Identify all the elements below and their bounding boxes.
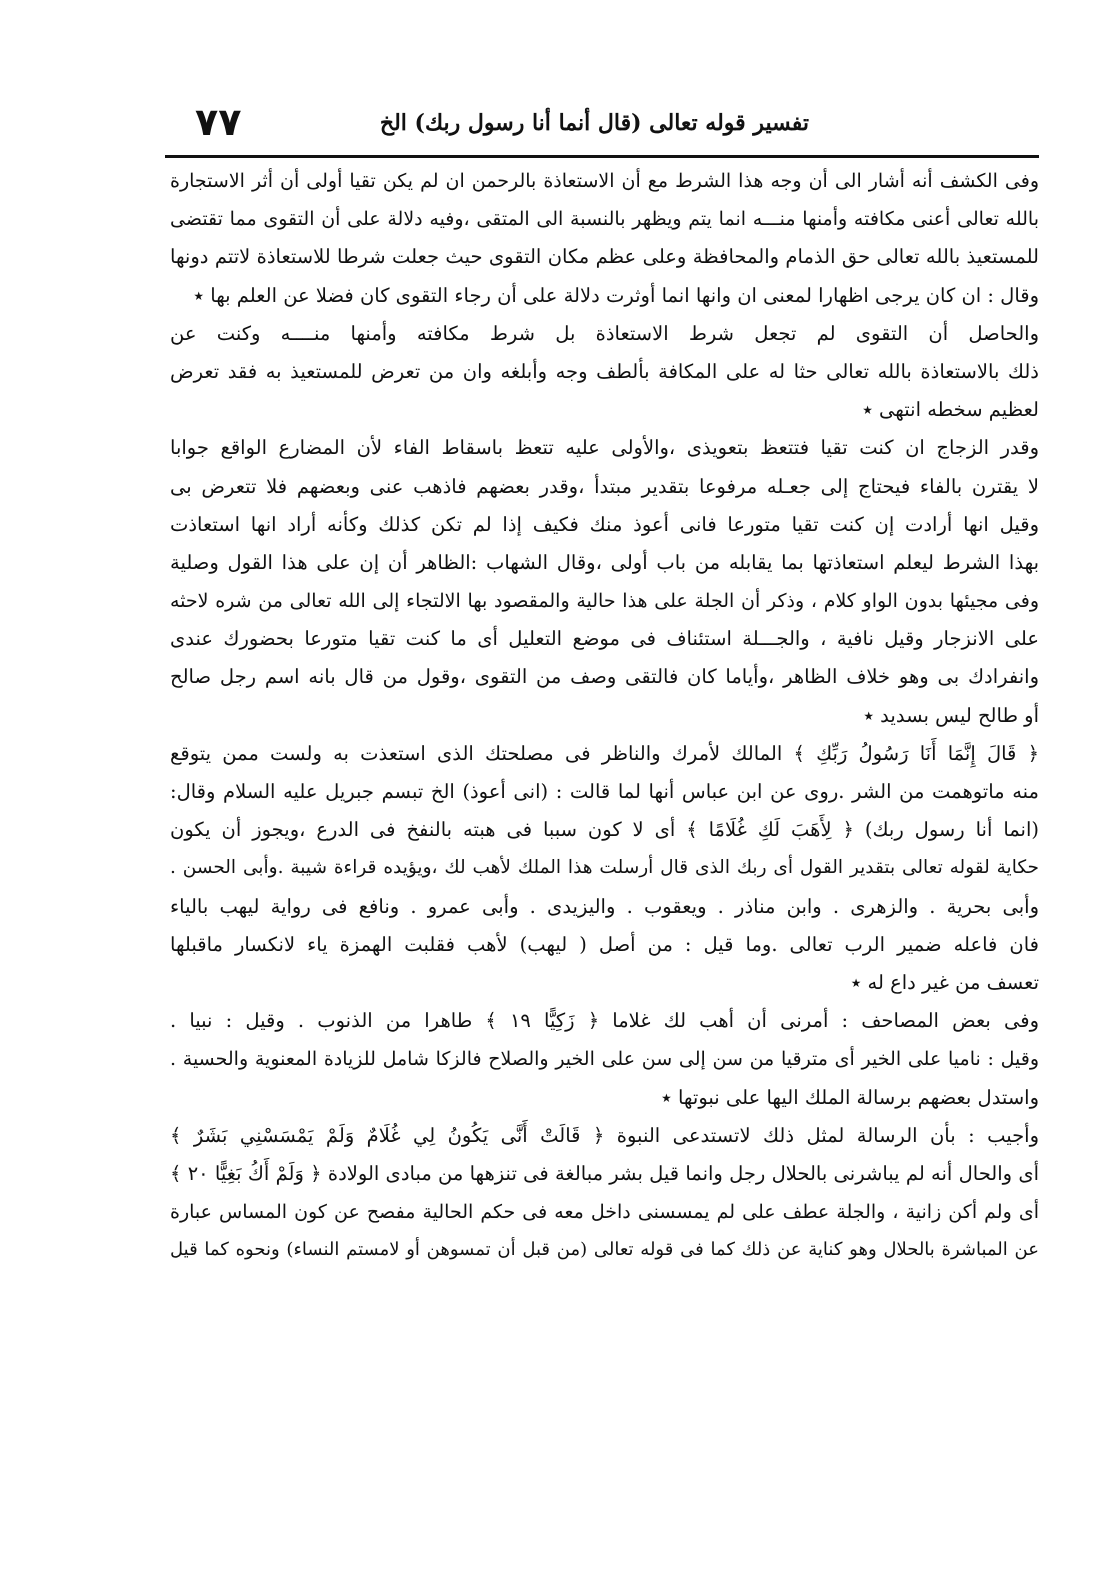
text-line: لعظيم سخطه انتهى ٭ xyxy=(862,398,1039,422)
page-header xyxy=(165,96,1039,158)
text-line: ذلك بالاستعاذة بالله تعالى حثا له على المكافة بألطف وجه وأبلغه وان من تعرض للمستعيذ به فقد تعرض xyxy=(170,359,1039,383)
text-line: بهذا الشرط ليعلم استعاذتها بما يقابله من باب أولى ،وقال الشهاب :الظاهر أن إن على هذا القول وصلية xyxy=(170,550,1039,574)
text-line: لا يقترن بالفاء فيحتاج إلى جعـله مرفوعا بتقدير مبتدأ ،وقدر بعضهم فاذهب عنى وبعضهم فلا تتعرض بى xyxy=(170,474,1039,498)
text-line: حكاية لقوله تعالى بتقدير القول أى ربك الذى قال أرسلت هذا الملك لأهب لك ،ويؤيده قراءة شيبة .وأبى الحسن . xyxy=(170,857,1039,879)
text-line: (انما أنا رسول ربك) ﴿ لِأَهَبَ لَكِ غُلَامًا ﴾ أى لا كون سببا فى هبته بالنفخ فى الدرع ،ويجوز أن يكون xyxy=(170,818,1039,842)
text-line: أو طالح ليس بسديد ٭ xyxy=(863,703,1039,727)
text-line: والحاصل أن التقوى لم تجعل شرط الاستعاذة بل شرط مكافته وأمنها منــــه وكنت عن xyxy=(170,321,1039,345)
text-line: وقال : ان كان يرجى اظهارا لمعنى ان وانها انما أوثرت دلالة على أن رجاء التقوى كان فضلا عن العلم بها ٭ xyxy=(193,283,1039,307)
text-line: وأجيب : بأن الرسالة لمثل ذلك لاتستدعى النبوة ﴿ قَالَتْ أَنَّى يَكُونُ لِي غُلَامٌ وَلَمْ يَمْسَسْنِي بَشَرٌ ﴾ xyxy=(170,1123,1039,1147)
text-line: وقيل انها أرادت إن كنت تقيا متورعا فانى أعوذ منك فكيف إذا لم تكن كذلك وكأنه أراد انها استعاذت xyxy=(170,512,1039,536)
text-line: عن المباشرة بالحلال وهو كناية عن ذلك كما فى قوله تعالى (من قبل أن تمسوهن أو لامستم النساء) ونحوه كما قيل xyxy=(170,1239,1039,1261)
text-body xyxy=(170,162,1039,1269)
text-line: وفى الكشف أنه أشار الى أن وجه هذا الشرط مع أن الاستعاذة بالرحمن ان لم يكن تقيا أولى أن أثر الاستجارة xyxy=(170,170,1039,192)
page-number: ٧٧ xyxy=(195,100,242,144)
text-line: تعسف من غير داع له ٭ xyxy=(850,970,1039,994)
header-rule xyxy=(165,155,1039,158)
text-line: ﴿ قَالَ إِنَّمَا أَنَا رَسُولُ رَبِّكِ ﴾ المالك لأمرك والناظر فى مصلحتك الذى استعذت به ولست ممن يتوقع xyxy=(170,741,1039,765)
text-line: وأبى بحرية . والزهرى . وابن مناذر . ويعقوب . واليزيدى . وأبى عمرو . ونافع فى رواية ليهب بالياء xyxy=(170,894,1039,918)
text-line: فان فاعله ضمير الرب تعالى .وما قيل : من أصل ( ليهب) لأهب فقلبت الهمزة ياء لانكسار ماقبلها xyxy=(170,932,1039,956)
text-line: بالله تعالى أعنى مكافته وأمنها منـــه انما يتم ويظهر بالنسبة الى المتقى ،وفيه دلالة على أن التقوى مما تقتضى xyxy=(170,208,1039,231)
text-line: وانفرادك بى وهو خلاف الظاهر ،وأياما كان فالتقى وصف من التقوى ،وقول من قال بانه اسم رجل صالح xyxy=(170,665,1039,689)
text-line: واستدل بعضهم برسالة الملك اليها على نبوتها ٭ xyxy=(661,1085,1039,1109)
text-line: وقدر الزجاج ان كنت تقيا فتتعظ بتعويذى ،والأولى عليه تتعظ باسقاط الفاء لأن المضارع الواقع جوابا xyxy=(170,436,1039,460)
text-line: للمستعيذ بالله تعالى حق الذمام والمحافظة وعلى عظم مكان التقوى حيث جعلت شرطا للاستعاذة لاتتم دونها xyxy=(170,245,1039,269)
text-line: منه ماتوهمت من الشر .روى عن ابن عباس أنها لما قالت : (انى أعوذ) الخ تبسم جبريل عليه السلام وقال: xyxy=(170,780,1039,803)
text-line: وقيل : ناميا على الخير أى مترقيا من سن إلى سن على الخير والصلاح فالزكا شامل للزيادة المعنوية والحسية . xyxy=(170,1048,1039,1071)
text-line: وفى مجيئها بدون الواو كلام ، وذكر أن الجلة على هذا حالية والمقصود بها الالتجاء إلى الله تعالى من شره لاحثه xyxy=(170,590,1039,613)
text-line: أى ولم أكن زانية ، والجلة عطف على لم يمسسنى داخل معه فى حكم الحالية مفصح عن كون المساس عبارة xyxy=(170,1201,1039,1224)
text-line: على الانزجار وقيل نافية ، والجـــلة استئناف فى موضع التعليل أى ما كنت تقيا متورعا بحضورك عندى xyxy=(170,627,1039,651)
running-title: تفسير قوله تعالى (قال أنما أنا رسول ربك) الخ xyxy=(379,110,809,136)
text-line: وفى بعض المصاحف : أمرنى أن أهب لك غلاما ﴿ زَكِيًّا ١٩ ﴾ طاهرا من الذنوب . وقيل : نبيا . xyxy=(170,1009,1039,1033)
text-line: أى والحال أنه لم يباشرنى بالحلال رجل وانما قيل بشر مبالغة فى تنزهها من مبادى الولادة ﴿ وَلَمْ أَكُ بَغِيًّا ٢٠ ﴾ xyxy=(170,1161,1039,1185)
